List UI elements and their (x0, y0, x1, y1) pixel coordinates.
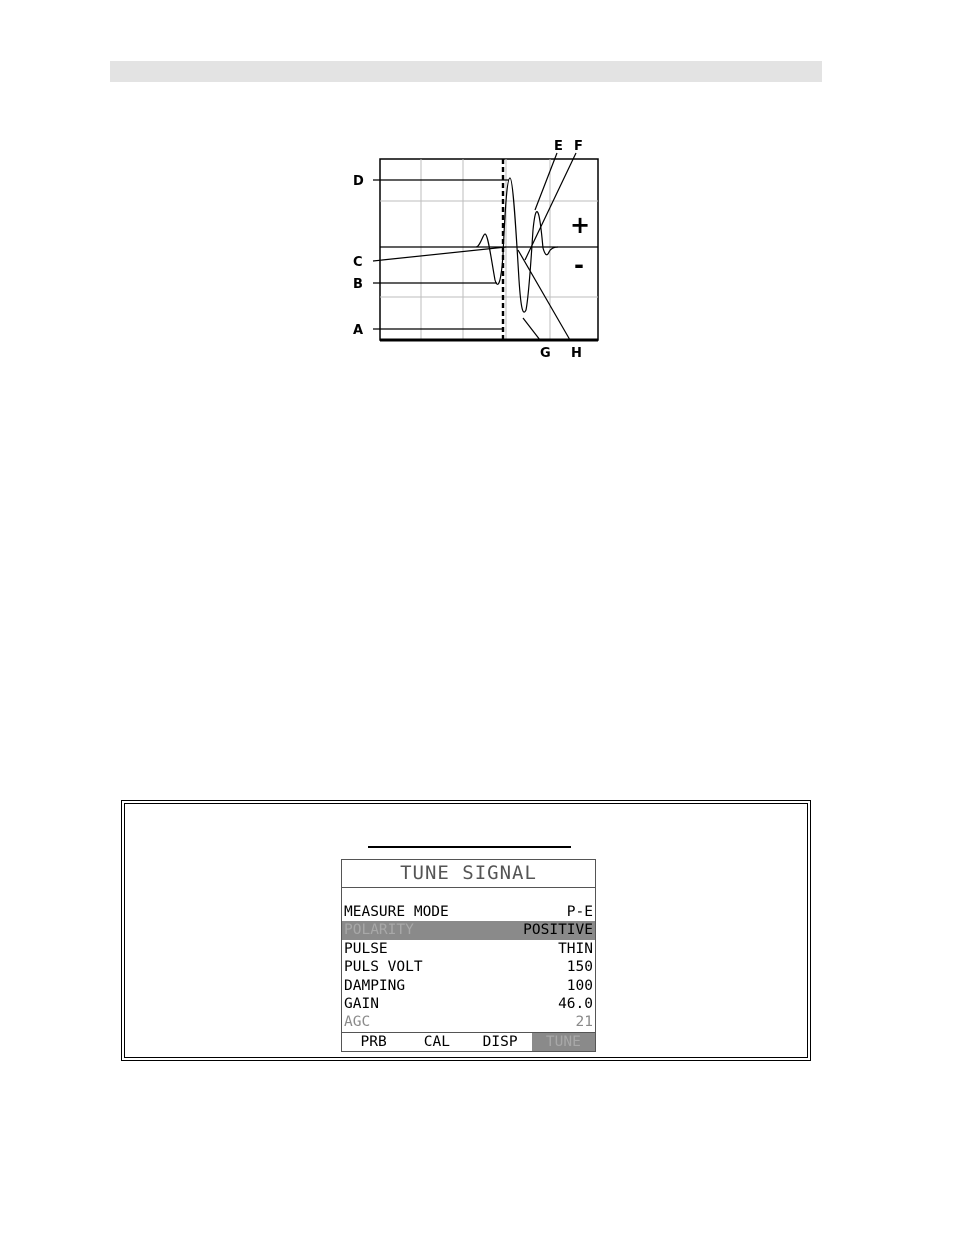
row-value: 100 (566, 977, 593, 994)
callout-label-e: E (554, 139, 563, 154)
callout-label-c: C (353, 255, 363, 270)
row-label: POLARITY (344, 922, 414, 939)
row-damping[interactable] (342, 977, 595, 995)
lcd-title: TUNE SIGNAL (342, 860, 595, 888)
tune-screen-figure (121, 800, 811, 1061)
row-value: POSITIVE (523, 922, 593, 939)
plot-frame (380, 159, 598, 340)
row-puls-volt[interactable] (342, 958, 595, 976)
menu-disp[interactable]: DISP (482, 1034, 518, 1050)
row-label: AGC (344, 1014, 371, 1031)
row-label: GAIN (344, 995, 379, 1012)
row-value: THIN (558, 940, 593, 957)
row-label: MEASURE MODE (344, 904, 449, 920)
waveform-figure (340, 130, 620, 362)
lcd-bottom-menu (342, 1032, 595, 1051)
callout-label-g: G (540, 346, 551, 361)
menu-cal[interactable]: CAL (423, 1034, 450, 1050)
caption-rule (368, 846, 571, 848)
row-value: 46.0 (558, 995, 593, 1012)
figure-box-inner-border (124, 803, 808, 1058)
plus-sign: + (570, 211, 591, 239)
row-label: DAMPING (344, 977, 406, 994)
row-gain[interactable] (342, 995, 595, 1013)
minus-sign: - (574, 251, 584, 279)
menu-prb[interactable]: PRB (360, 1034, 387, 1050)
page-header-bar (110, 61, 822, 82)
row-label: PULS VOLT (344, 959, 423, 976)
lcd-menu-rows (342, 903, 595, 1032)
callout-label-a: A (353, 323, 364, 338)
lcd-tune-screen (341, 859, 596, 1052)
row-label: PULSE (344, 940, 388, 957)
callout-label-d: D (353, 174, 364, 189)
row-value: 150 (566, 959, 593, 976)
row-value: P-E (566, 904, 593, 920)
row-measure-mode[interactable] (342, 903, 595, 921)
row-value: 21 (575, 1014, 593, 1031)
row-pulse[interactable] (342, 940, 595, 958)
waveform-diagram (340, 130, 620, 362)
callout-label-b: B (353, 277, 363, 292)
callout-label-h: H (571, 346, 582, 361)
row-polarity[interactable] (342, 921, 595, 939)
callout-label-f: F (574, 139, 583, 154)
menu-tune[interactable]: TUNE (532, 1033, 595, 1051)
row-agc[interactable] (342, 1013, 595, 1031)
